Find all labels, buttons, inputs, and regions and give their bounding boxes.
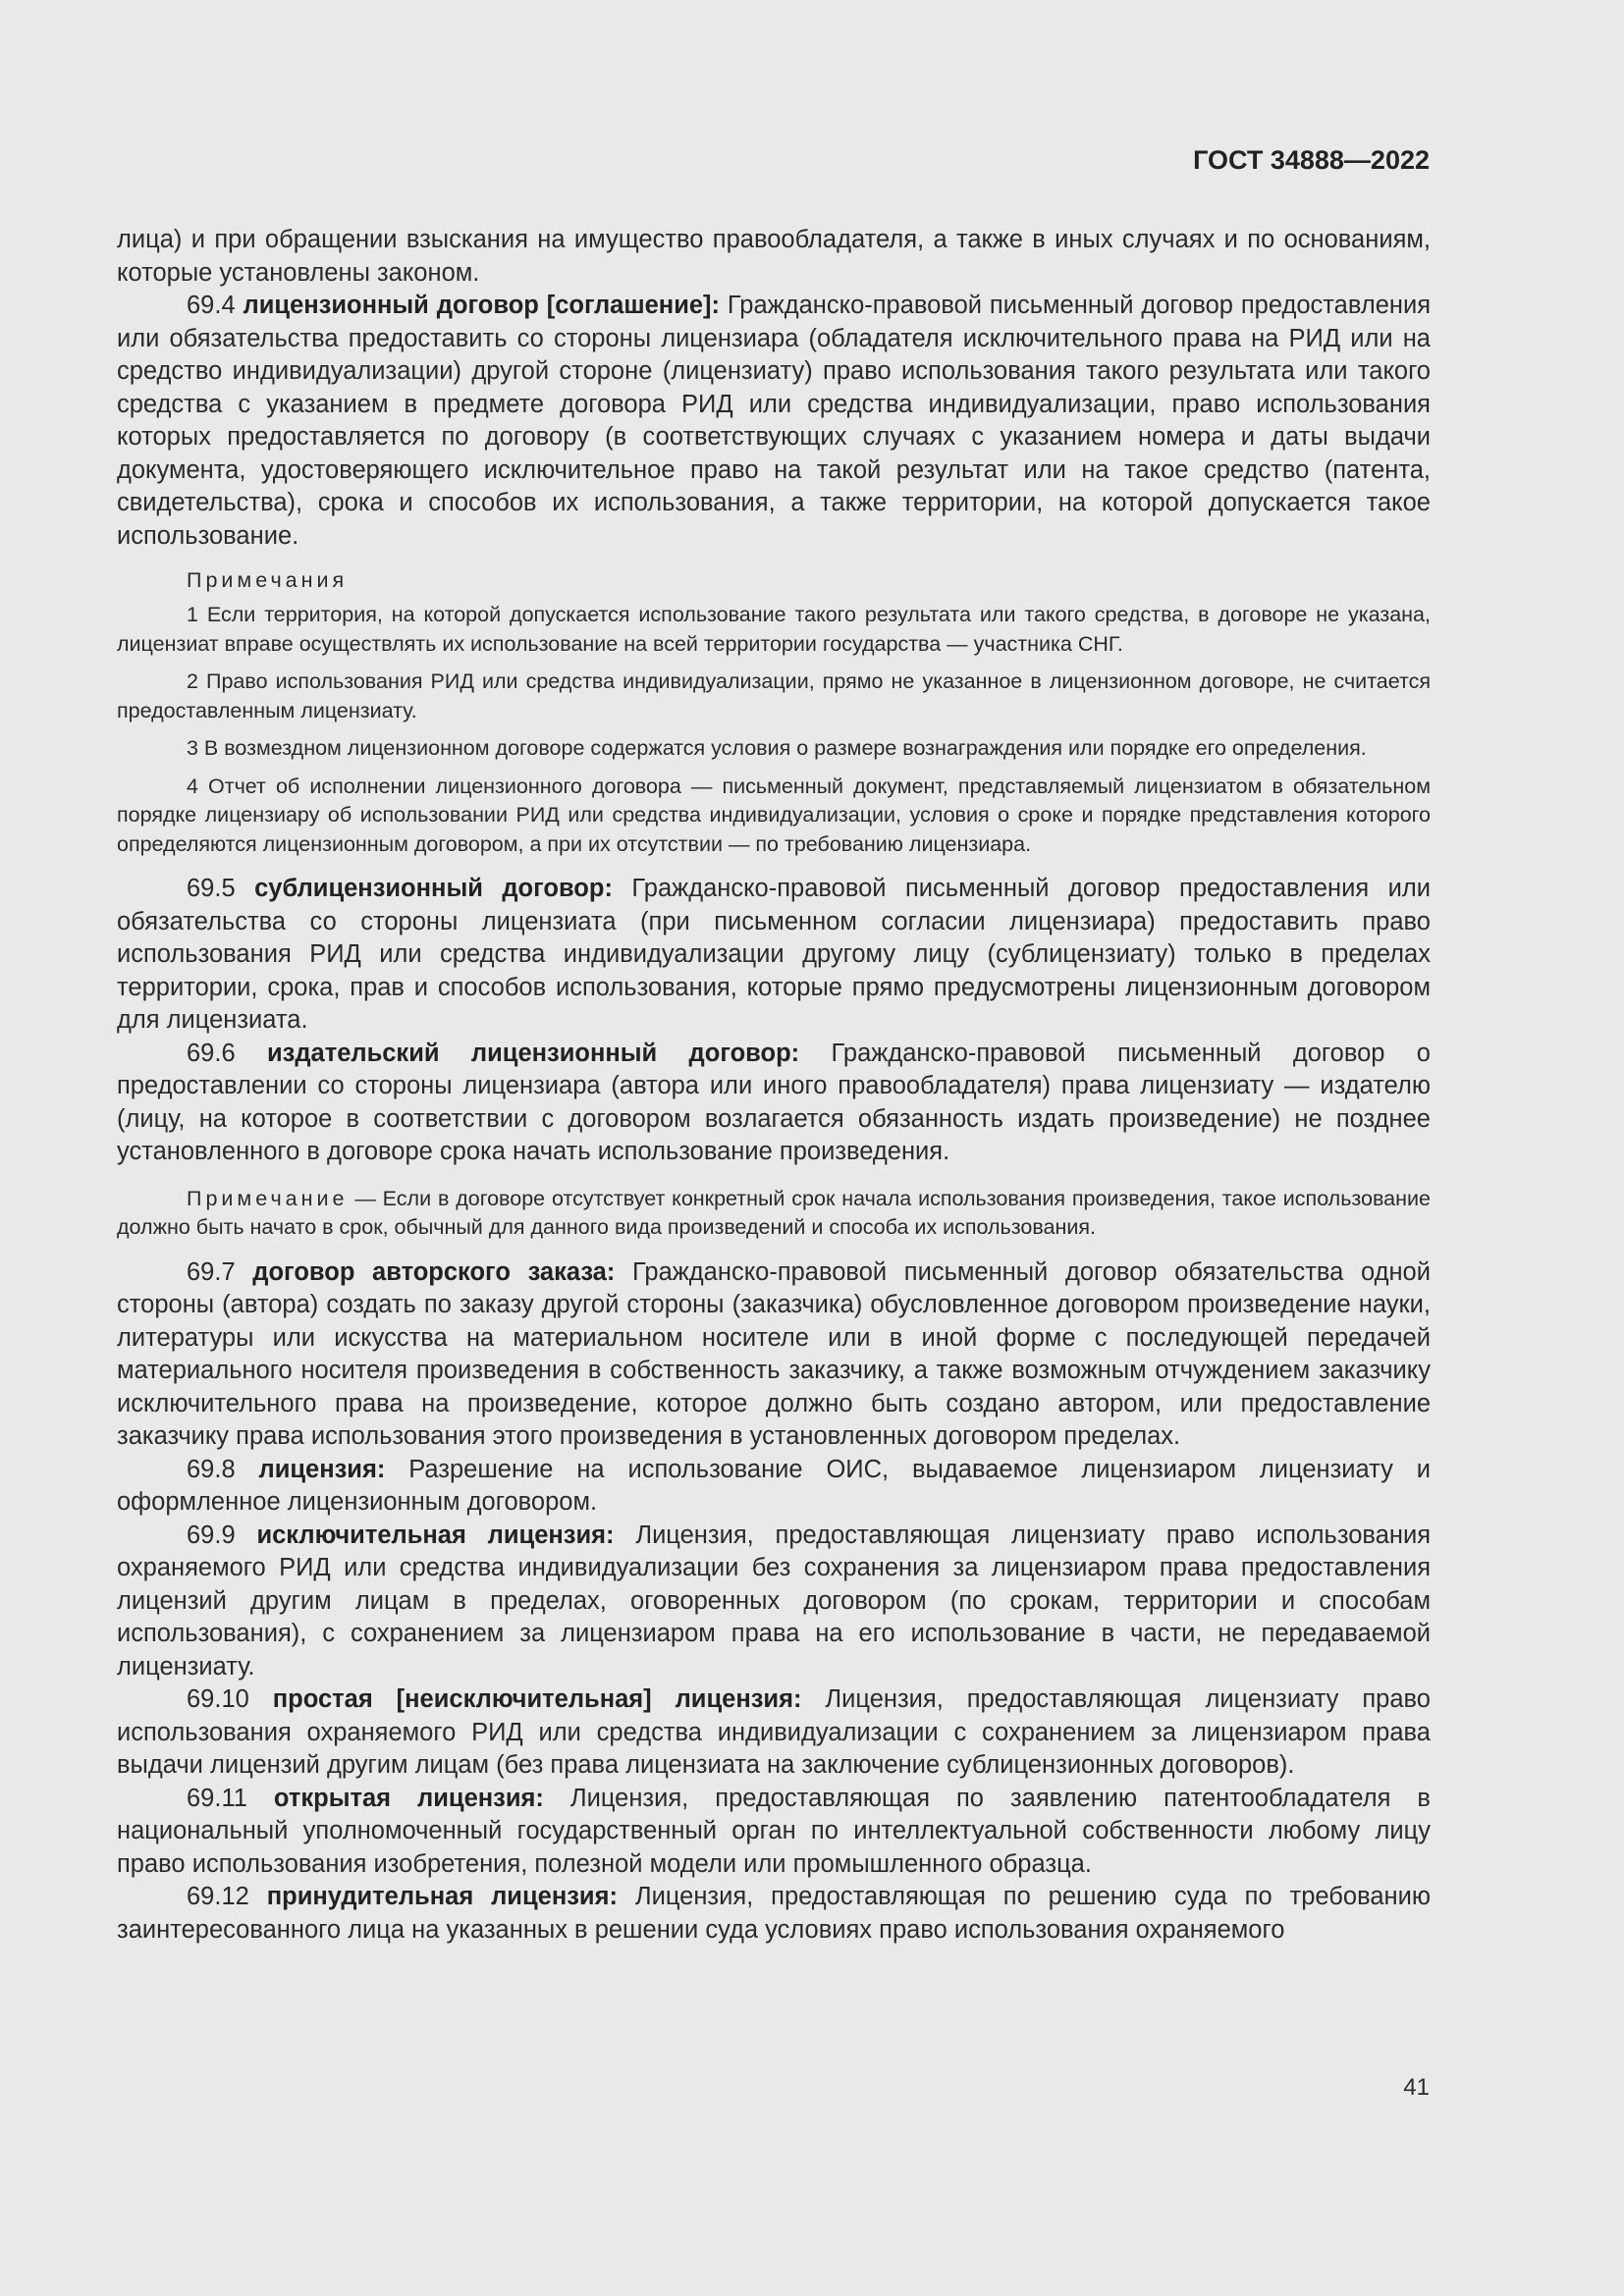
term: лицензионный договор [соглашение]: bbox=[243, 292, 721, 319]
clause-number: 69.9 bbox=[187, 1521, 257, 1549]
definition: Гражданско-правовой письменный договор предоставления или обязательства со стороны лицензиата (при письменном согласии лицензиара) предоставить право использования РИД или средства индивидуализации другому лицу (сублицензиату) только в пределах территории, срока, прав и способов использования, которые прямо предусмотрены лицензионным договором для лицензиата. bbox=[117, 875, 1432, 1034]
clause-69-11 bbox=[117, 1783, 1431, 1882]
note-1: 1 Если территория, на которой допускается использование такого результата или такого средства, в договоре не указана, лицензиат вправе осуществлять их использование на всей территории государства — участника СНГ. bbox=[117, 603, 1431, 656]
definition: Лицензия, предоставляющая по решению суда по требованию заинтересованного лица на указанных в решении суда условиях право использования охраняемого bbox=[117, 1883, 1431, 1944]
note-2: 2 Право использования РИД или средства индивидуализации, прямо не указанное в лицензионном договоре, не считается предоставленным лицензиату. bbox=[117, 669, 1431, 722]
clause-number: 69.5 bbox=[187, 875, 255, 902]
definition: Гражданско-правовой письменный договор о предоставлении со стороны лицензиара (автора или иного правообладателя) права лицензиату — издателю (лицу, на которое в соответствии с договором возлагается обязанность издать произведение) не позднее установленного в договоре срока начать использование произведения. bbox=[117, 1039, 1431, 1165]
definition: Лицензия, предоставляющая лицензиату право использования охраняемого РИД или средства индивидуализации с сохранением за лицензиаром права выдачи лицензий другим лицам (без права лицензиата на заключение сублицензионных договоров). bbox=[117, 1685, 1431, 1779]
definition: Лицензия, предоставляющая лицензиату право использования охраняемого РИД или средства индивидуализации без сохранения за лицензиаром права предоставления лицензий другим лицам в пределах, оговоренных договором (по срокам, территории и способам использования), с сохранением за лицензиаром права на его использование в части, не передаваемой лицензиату. bbox=[117, 1521, 1432, 1681]
clause-number: 69.10 bbox=[187, 1685, 273, 1713]
clause-number: 69.12 bbox=[187, 1883, 267, 1910]
page-number: 41 bbox=[1403, 2074, 1430, 2101]
clause-69-7 bbox=[117, 1256, 1431, 1454]
term: сублицензионный договор: bbox=[254, 875, 613, 902]
term: открытая лицензия: bbox=[273, 1784, 544, 1812]
definition: Гражданско-правовой письменный договор предоставления или обязательства предоставить со стороны лицензиара (обладателя исключительного права на РИД или на средство индивидуализации) другой стороне (лицензиату) право использования такого результата или такого средства с указанием в предмете договора РИД или средства индивидуализации, право использования которых предоставляется по договору (в соответствующих случаях с указанием номера и даты выдачи документа, удостоверяющего исключительное право на такой результат или на такое средство (патента, свидетельства), срока и способов их использования, а также территории, на которой допускается такое использование. bbox=[117, 292, 1432, 550]
definition: Лицензия, предоставляющая по заявлению патентообладателя в национальный уполномоченный государственный орган по интеллектуальной собственности любому лицу право использования изобретения, полезной модели или промышленного образца. bbox=[117, 1784, 1431, 1878]
note-text: — Если в договоре отсутствует конкретный срок начала использования произведения, такое использование должно быть начато в срок, обычный для данного вида произведений и способа их использования. bbox=[117, 1186, 1431, 1239]
clause-69-8 bbox=[117, 1454, 1431, 1520]
definition: Разрешение на использование ОИС, выдаваемое лицензиаром лицензиату и оформленное лицензионным договором. bbox=[117, 1455, 1431, 1516]
clause-number: 69.4 bbox=[187, 292, 244, 319]
clause-number: 69.7 bbox=[187, 1257, 253, 1286]
definition: Гражданско-правовой письменный договор обязательства одной стороны (автора) создать по заказу другой стороны (заказчика) обусловленное договором произведение науки, литературы или искусства на материальном носителе или в иной форме с последующей передачей материального носителя произведения в собственность заказчику, а также возможным отчуждением заказчику исключительного права на произведение, которое должно быть создано автором, или предоставление заказчику права использования этого произведения в установленных договором пределах. bbox=[117, 1257, 1431, 1450]
term: принудительная лицензия: bbox=[266, 1883, 618, 1910]
note-single bbox=[117, 1185, 1431, 1243]
clause-69-9 bbox=[117, 1520, 1431, 1684]
note-label: Примечание bbox=[187, 1186, 349, 1210]
clause-69-5 bbox=[117, 873, 1431, 1038]
term: издательский лицензионный договор: bbox=[266, 1039, 800, 1067]
clause-number: 69.6 bbox=[187, 1039, 267, 1067]
clause-69-10 bbox=[117, 1683, 1431, 1783]
note-4: 4 Отчет об исполнении лицензионного договора — письменный документ, представляемый лицензиатом в обязательном порядке лицензиару об использовании РИД или средства индивидуализации, условия о сроке и порядке представления которого определяются лицензионным договором, а при их отсутствии — по требованию лицензиара. bbox=[117, 774, 1431, 856]
clause-number: 69.11 bbox=[187, 1784, 274, 1812]
clause-69-12 bbox=[117, 1881, 1431, 1947]
standard-header: ГОСТ 34888—2022 bbox=[1193, 145, 1430, 175]
note-3: 3 В возмездном лицензионном договоре содержатся условия о размере вознаграждения или порядке его определения. bbox=[187, 736, 1367, 760]
continued-paragraph: лица) и при обращении взыскания на имущество правообладателя, а также в иных случаях и по основаниям, которые установлены законом. bbox=[117, 226, 1431, 287]
term: простая [неисключительная] лицензия: bbox=[272, 1685, 802, 1713]
clause-69-4 bbox=[117, 290, 1431, 553]
clause-69-6 bbox=[117, 1038, 1431, 1169]
term: договор авторского заказа: bbox=[252, 1257, 616, 1286]
term: лицензия: bbox=[258, 1455, 386, 1483]
document-body bbox=[117, 224, 1431, 1947]
clause-number: 69.8 bbox=[187, 1455, 259, 1483]
notes-heading: Примечания bbox=[187, 568, 349, 592]
term: исключительная лицензия: bbox=[256, 1521, 615, 1549]
